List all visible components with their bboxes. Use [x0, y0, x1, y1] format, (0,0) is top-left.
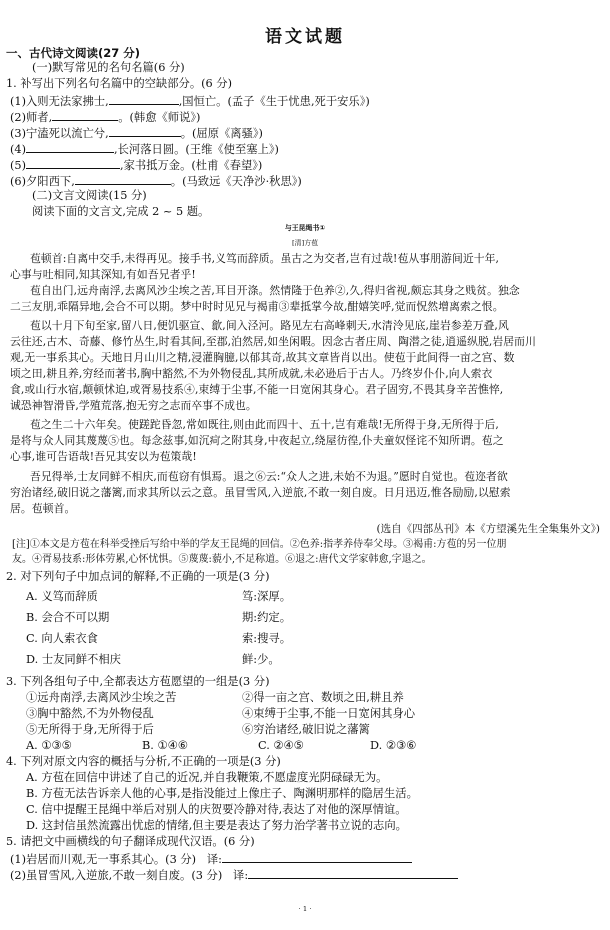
essay-line: 是将与众人同其蔑蔑⑤也。每念兹事,如沉疴之附其身,中夜起立,绕屋彷徨,仆夫童奴怪诧不知所谓。苞之 — [10, 434, 504, 447]
q2-option-b[interactable]: B. 会合不可以期 — [26, 611, 110, 624]
essay-line: 苞顿首:自离中交手,未得再见。接手书,义笃而辞质。虽古之为交者,岂有过哉!苞从事朋游间近十年, — [30, 252, 500, 265]
essay-note: 友。④胥易技系:形体劳累,心怀忧惧。⑤蔑蔑:藐小,不足称道。⑥退之:唐代文学家韩愈,字退之。 — [12, 554, 432, 565]
q2-option-a[interactable]: A. 义笃而辞质 — [26, 590, 98, 603]
q1-item-3-pre: (3)宁溘死以流亡兮, — [10, 127, 109, 140]
q1-blank-2[interactable] — [52, 109, 118, 121]
part2-intro: 阅读下面的文言文,完成 2 ~ 5 题。 — [32, 205, 210, 218]
q5-item-2 — [10, 867, 458, 883]
q3-choice-d[interactable]: D. ②③⑥ — [370, 739, 417, 752]
essay-title: 与王昆绳书① — [284, 224, 326, 232]
q4-option-a[interactable]: A. 方苞在回信中讲述了自己的近况,并自我鞭策,不愿虚度光阴碌碌无为。 — [26, 771, 388, 784]
q5-item-1-text: (1)岩居而川观,无一事系其心。(3 分) — [10, 853, 197, 866]
q4-option-b[interactable]: B. 方苞无法告诉亲人他的心事,是指没能过上像庄子、陶渊明那样的隐居生活。 — [26, 787, 418, 800]
q4-option-d[interactable]: D. 这封信虽然流露出忧虑的情绪,但主要是表达了努力治学著书立说的志向。 — [26, 819, 407, 832]
q5-item-1-label: 译: — [206, 853, 222, 866]
essay-line: 苞自出门,远舟南浮,去离风沙尘埃之苦,耳目开涤。然情隆于色养②,久,得归省视,颇忘其身之贱贫。独念 — [30, 284, 520, 297]
q1-item-2 — [10, 109, 200, 125]
essay-line: 穷治诸经,破旧说之藩篱,而求其所以云之意。虽冒雪风,入逆旅,不敢一刻自废。日月迅迈,惟各励励,以慰索 — [10, 486, 511, 499]
q1-item-1 — [10, 93, 370, 109]
essay-line: 诚恐神智滑昏,学殖荒落,抱无穷之志而卒事不成也。 — [10, 399, 257, 412]
q1-item-6-post: 。(马致远《天净沙·秋思》) — [170, 175, 302, 188]
q2-option-d[interactable]: D. 士友同鲜不相庆 — [26, 653, 121, 666]
essay-note: [注]①本文是方苞在科举受挫后写给中举的学友王昆绳的回信。②色养:指孝养侍奉父母。③褐甫:方苞的另一位朋 — [12, 539, 507, 550]
q4-stem: 4. 下列对原文内容的概括与分析,不正确的一项是(3 分) — [6, 755, 281, 768]
q2-option-c[interactable]: C. 向人索衣食 — [26, 632, 98, 645]
q1-item-5-pre: (5) — [10, 159, 27, 172]
q1-item-3-post: 。(屈原《离骚》) — [180, 127, 263, 140]
q1-blank-5[interactable] — [26, 157, 120, 169]
q1-stem: 1. 补写出下列名句名篇中的空缺部分。(6 分) — [6, 77, 233, 90]
page-number: · 1 · — [298, 905, 312, 913]
q1-blank-1[interactable] — [109, 93, 179, 105]
q1-item-3 — [10, 125, 263, 141]
q2-option-c-gloss: 索:搜寻。 — [242, 632, 291, 645]
q3-stem: 3. 下列各组句子中,全都表达方苞愿望的一组是(3 分) — [6, 675, 270, 688]
q5-item-1 — [10, 851, 412, 867]
q2-option-a-gloss: 笃:深厚。 — [242, 590, 291, 603]
essay-author: [清]方苞 — [291, 239, 319, 247]
q1-blank-6[interactable] — [75, 173, 171, 185]
q1-item-6 — [10, 173, 302, 189]
q5-item-2-text: (2)虽冒雪风,入逆旅,不敢一刻自废。(3 分) — [10, 869, 223, 882]
q1-item-5-post: ,家书抵万金。(杜甫《春望》) — [120, 159, 263, 172]
essay-line: 心事与吐相同,知其深知,有如吾兄者乎! — [10, 268, 196, 281]
q1-item-2-pre: (2)师者, — [10, 111, 53, 124]
q1-item-5 — [10, 157, 262, 173]
q3-choice-c[interactable]: C. ②④⑤ — [258, 739, 304, 752]
q1-item-2-post: 。(韩愈《师说》) — [118, 111, 201, 124]
q5-stem: 5. 请把文中画横线的句子翻译成现代汉语。(6 分) — [6, 835, 255, 848]
essay-line: 心事,谁可告语哉!吾兄其安以为苞策哉! — [10, 450, 197, 463]
q2-option-d-gloss: 鲜:少。 — [242, 653, 280, 666]
q3-item: ③胸中豁然,不为外物侵乱 — [26, 707, 154, 720]
section-heading: 一、古代诗文阅读(27 分) — [6, 46, 141, 60]
q4-option-c[interactable]: C. 信中提醒王昆绳中举后对别人的庆贺要冷静对待,表达了对他的深厚情谊。 — [26, 803, 407, 816]
q1-item-1-pre: (1)入则无法家拂士, — [10, 95, 109, 108]
q1-blank-3[interactable] — [109, 125, 181, 137]
essay-line: 二三友朋,乖隔异地,会合不可以期。梦中时时见兄与褐甫③辈抵掌今故,酣嬉笑呼,觉而怳然增离索之恨。 — [10, 300, 504, 313]
q3-choice-b[interactable]: B. ①④⑥ — [142, 739, 188, 752]
part1-heading: (一)默写常见的名句名篇(6 分) — [32, 61, 185, 74]
q3-item: ⑤无所得于身,无所得于后 — [26, 723, 154, 736]
essay-line: 观,无一事系其心。天地日月山川之精,浸灌胸臆,以郁其奇,故其文章皆肖以出。使苞于此间得一亩之宫、数 — [10, 351, 515, 364]
essay-line: 云往还,古木、奇藤、修竹丛生,时看其间,至郡,泊然居,如坐闲暇。因念古者庄周、陶潜之徒,逍遥纵脱,岩居而川 — [10, 335, 536, 348]
q1-item-1-post: ,国恒亡。(孟子《生于忧患,死于安乐》) — [178, 95, 370, 108]
q1-blank-4[interactable] — [26, 141, 114, 153]
q3-item: ①远舟南浮,去离风沙尘埃之苦 — [26, 691, 177, 704]
q3-choice-a[interactable]: A. ①③⑤ — [26, 739, 72, 752]
q3-item: ②得一亩之宫、数顷之田,耕且养 — [242, 691, 404, 704]
page-title: 语文试题 — [265, 27, 345, 47]
q3-item: ⑥穷治诸经,破旧说之藩篱 — [242, 723, 370, 736]
q3-item: ④束缚于尘事,不能一日宽闲其身心 — [242, 707, 416, 720]
q2-option-b-gloss: 期:约定。 — [242, 611, 291, 624]
essay-line: 顷之田,耕且养,穷经而著书,胸中豁然,不为外物侵乱,其所成就,未必逊后于古人。乃终岁仆仆,向人索衣 — [10, 367, 493, 380]
essay-source: (选自《四部丛刊》本《方望溪先生全集集外文》) — [376, 523, 600, 535]
essay-line: 食,或山行水宿,颠顿怵迫,或胥易技系④,束缚于尘事,不能一日宽闲其身心。君子固穷,不畏其身辛苦憔悴, — [10, 383, 504, 396]
q1-item-4-post: ,长河落日圆。(王维《使至塞上》) — [114, 143, 279, 156]
q5-answer-1[interactable] — [222, 851, 412, 863]
q5-answer-2[interactable] — [248, 867, 458, 879]
q5-item-2-label: 译: — [233, 869, 249, 882]
q1-item-4-pre: (4) — [10, 143, 27, 156]
q2-stem: 2. 对下列句子中加点词的解释,不正确的一项是(3 分) — [6, 570, 270, 583]
essay-line: 苞以十月下旬至家,留八日,便饥驱宣、歙,间入泾河。路见左右高峰刺天,水清泠见底,崖岩参差万叠,风 — [30, 319, 509, 332]
part2-heading: (二)文言文阅读(15 分) — [32, 189, 147, 202]
q1-item-4 — [10, 141, 279, 157]
essay-line: 苞之生二十六年矣。使蹉跎昏忽,常如既往,则由此而四十、五十,岂有难哉!无所得于身,无所得于后, — [30, 418, 499, 431]
q1-item-6-pre: (6)夕阳西下, — [10, 175, 75, 188]
essay-line: 居。苞顿首。 — [10, 502, 76, 515]
essay-line: 吾兄得举,士友同鲜不相庆,而苞窃有惧焉。退之⑥云:“众人之进,未始不为退。”愿时自觉也。苞迩者欲 — [30, 470, 508, 483]
